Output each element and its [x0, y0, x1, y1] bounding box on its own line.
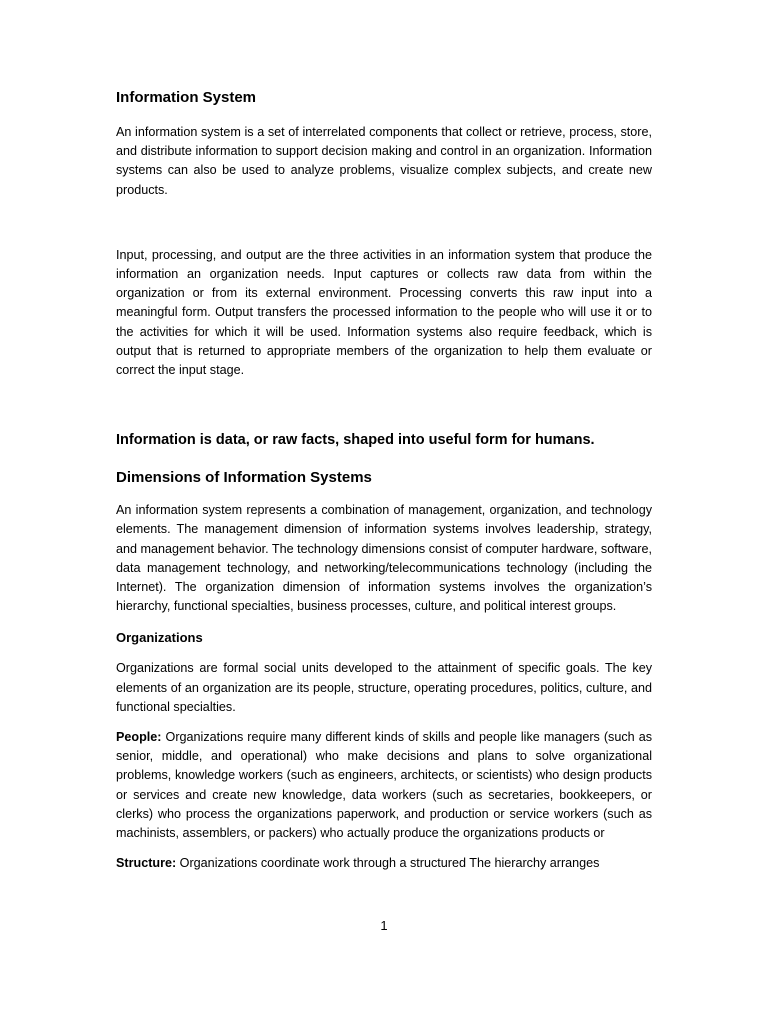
paragraph-dimensions: An information system represents a combination of management, organization, and technology elements. The management dimension of information systems involves leadership, strategy, and management behavior. The technology dimensions consist of computer hardware, software, data management technology, and networking/telecommunications technology (including the Internet). The organization dimension of information systems involves the organization’s hierarchy, functional specialties, business processes, culture, and political interest groups.	[116, 503, 653, 614]
paragraph-activities: Input, processing, and output are the three activities in an information system that produce the information an organization needs. Input captures or collects raw data from within the organization or from its external environment. Processing converts this raw input into a meaningful form. Output transfers the processed information to the people who will use it or to the activities for which it will be used. Information systems also require feedback, which is output that is returned to appropriate members of the organization to help them evaluate or correct the input stage.	[116, 247, 652, 378]
paragraph-structure	[116, 854, 652, 873]
structure-text: Organizations coordinate work through a structured The hierarchy arranges	[176, 856, 600, 871]
document-title: Information System	[116, 89, 257, 106]
page-number: 1	[380, 918, 388, 933]
paragraph-people	[116, 728, 652, 843]
document-body	[116, 88, 652, 873]
key-statement: Information is data, or raw facts, shaped into useful form for humans.	[116, 432, 595, 449]
structure-label: Structure:	[116, 856, 177, 871]
people-text: Organizations require many different kinds of skills and people like managers (such as senior, middle, and operational) who make decisions and plans to solve organizational problems, knowledge workers (such as engineers, architects, or scientists) who design products or services and create new knowledge, data workers (such as secretaries, bookkeepers, or clerks) who process the organizations paperwork, and production or service workers (such as machinists, assemblers, or packers) who actually produce the organizations products or	[116, 730, 652, 841]
paragraph-organizations: Organizations are formal social units developed to the attainment of specific goals. The key elements of an organization are its people, structure, operating procedures, politics, culture, and functional specialties.	[116, 661, 652, 714]
people-label: People:	[116, 730, 162, 745]
paragraph-definition: An information system is a set of interrelated components that collect or retrieve, process, store, and distribute information to support decision making and control in an organization. Information systems can also be used to analyze problems, visualize complex subjects, and create new products.	[116, 125, 652, 197]
section-heading-organizations: Organizations	[116, 630, 203, 646]
section-heading-dimensions: Dimensions of Information Systems	[116, 469, 372, 487]
